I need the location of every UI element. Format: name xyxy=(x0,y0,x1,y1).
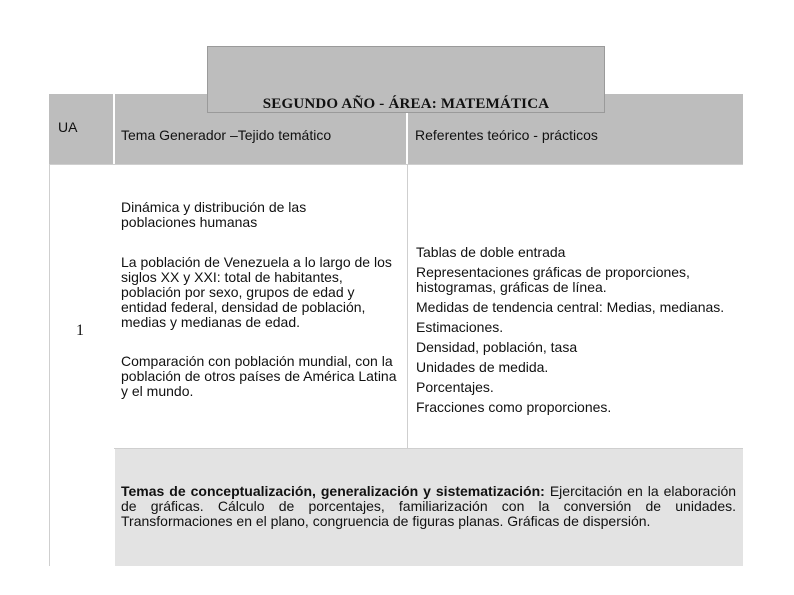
list-item: Medidas de tendencia central: Medias, medianas. xyxy=(416,299,725,315)
column-divider xyxy=(407,164,408,448)
row-divider xyxy=(49,164,743,165)
list-item: Porcentajes. xyxy=(416,379,494,395)
referents-list xyxy=(416,242,738,417)
theme-title: Dinámica y distribución de las poblaciones humanas xyxy=(121,199,307,230)
theme-body: La población de Venezuela a lo largo de los siglos XX y XXI: total de habitantes, población por sexo, grupos de edad y entidad federal, densidad de población, medias y medianas de edad. xyxy=(121,254,392,330)
list-item: Densidad, población, tasa xyxy=(416,339,578,355)
page-title: SEGUNDO AÑO - ÁREA: MATEMÁTICA xyxy=(262,96,550,112)
list-item: Unidades de medida. xyxy=(416,359,549,375)
footer-body: Ejercitación en la elaboración de gráficas. Cálculo de porcentajes, familiarización con la conversión de unidades. Transformaciones en el plano, congruencia de figuras planas. Gráficas de dispersión. xyxy=(121,483,737,529)
theme-body-comparison: Comparación con población mundial, con la población de otros países de América Latina y el mundo. xyxy=(121,353,397,399)
footer-text xyxy=(121,484,736,529)
ua-label: UA xyxy=(58,119,78,135)
list-item: Estimaciones. xyxy=(416,319,504,335)
ua-column-border xyxy=(49,164,50,566)
list-item: Representaciones gráficas de proporciones, histogramas, gráficas de línea. xyxy=(416,264,690,295)
row-divider xyxy=(114,448,743,449)
list-item: Fracciones como proporciones. xyxy=(416,399,612,415)
referents-column-header: Referentes teórico - prácticos xyxy=(415,127,598,143)
footer-label: Temas de conceptualización, generalización y sistematización: xyxy=(121,483,545,499)
list-item: Tablas de doble entrada xyxy=(416,244,566,260)
theme-column-header: Tema Generador –Tejido temático xyxy=(121,127,332,143)
ua-number: 1 xyxy=(76,322,84,339)
